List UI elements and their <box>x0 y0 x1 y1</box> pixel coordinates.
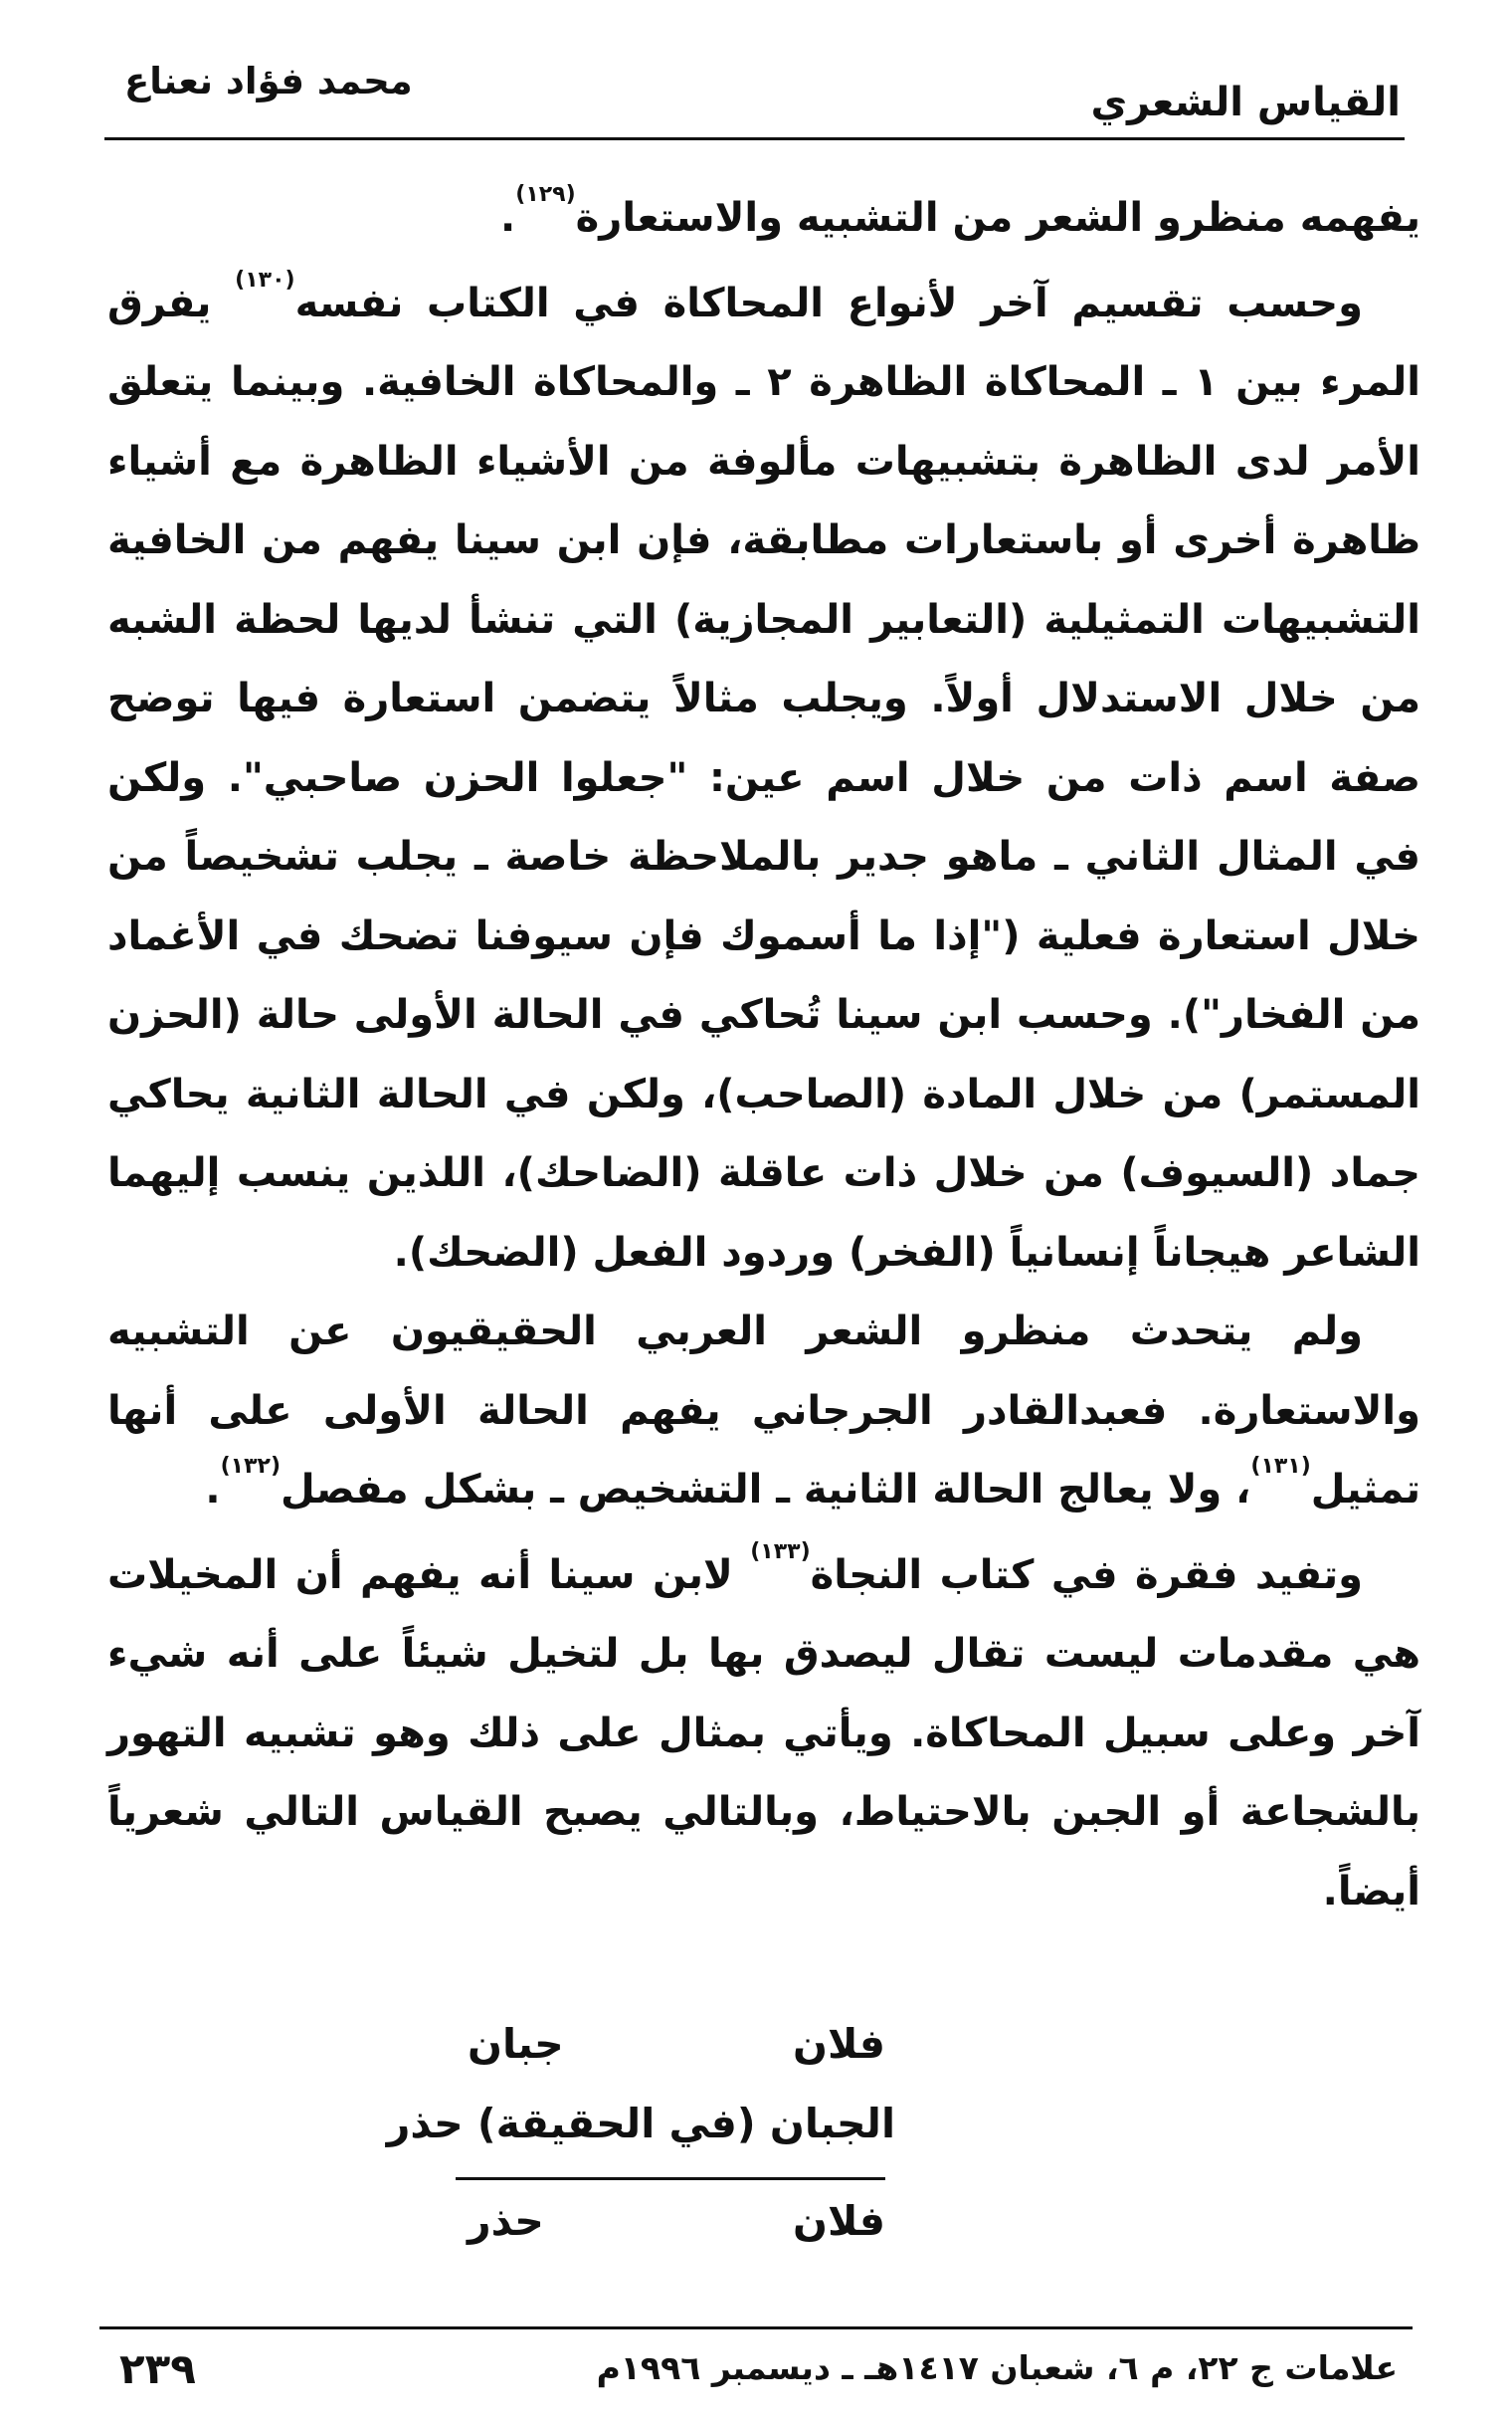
running-head <box>104 58 1405 140</box>
footer-divider <box>99 2326 1413 2329</box>
predicate: حذر <box>468 2197 544 2245</box>
paragraph <box>107 1536 1420 1932</box>
premise-major <box>386 2100 935 2169</box>
subject: فلان <box>793 2197 885 2245</box>
paragraph-text: ولم يتحدث منظرو الشعر العربي الحقيقيون عن التشبيه والاستعارة. فعبدالقادر الجرجاني يفهم الحالة الأولى على أنها تمثيل <box>107 1309 1420 1512</box>
footnote-ref: (١٣١) <box>1250 1454 1311 1479</box>
subject: فلان <box>793 2020 885 2068</box>
book-title: القياس الشعري <box>1090 80 1401 125</box>
predicate: جبان <box>468 2020 564 2068</box>
paragraph <box>107 179 1420 259</box>
author-name: محمد فؤاد نعناع <box>124 60 413 102</box>
syllogism <box>386 2020 935 2259</box>
paragraph-text: يفرق المرء بين ١ ـ المحاكاة الظاهرة ٢ ـ والمحاكاة الخافية. وبينما يتعلق الأمر لدى الظاهرة بتشبيهات مألوفة من الأشياء الظاهرة مع أشياء ظاهرة أخرى أو باستعارات مطابقة، فإن ابن سينا يفهم من الخافية التشبيهات التمثيلية (التعابير المجازية) التي تنشأ لديها لحظة الشبه من خلال الاستدلال أولاً. ويجلب مثالاً يتضمن استعارة فيها توضح صفة اسم ذات من خلال اسم عين: "جعلوا الحزن صاحبي". ولكن في المثال الثاني ـ ماهو جدير بالملاحظة خاصة ـ يجلب تشخيصاً من خلال استعارة فعلية ("إذا ما أسموك فإن سيوفنا تضحك في الأغماد من الفخار"). وحسب ابن سينا تُحاكي في الحالة الأولى حالة (الحزن المستمر) من خلال المادة (الصاحب)، ولكن في الحالة الثانية يحاكي جماد (السيوف) من خلال ذات عاقلة (الضاحك)، اللذين ينسب إليهما الشاعر هيجاناً إنسانياً (الفخر) وردود الفعل (الضحك). <box>107 280 1421 1276</box>
conclusion-divider <box>456 2177 885 2180</box>
paragraph <box>107 1293 1420 1530</box>
footnote-ref: (١٣٣) <box>750 1538 811 1564</box>
footnote-ref: (١٢٩) <box>515 182 576 207</box>
paragraph-text: وحسب تقسيم آخر لأنواع المحاكاة في الكتاب نفسه <box>294 280 1363 326</box>
paragraph-text: وتفيد فقرة في كتاب النجاة <box>810 1551 1363 1598</box>
premise-text: الجبان (في الحقيقة) حذر <box>386 2100 895 2147</box>
paragraph-text: لابن سينا أنه يفهم أن المخيلات هي مقدمات ليست تقال ليصدق بها بل لتخيل شيئاً على أنه شيء آخر وعلى سبيل المحاكاة. ويأتي بمثال على ذلك وهو تشبيه التهور بالشجاعة أو الجبن بالاحتياط، وبالتالي يصبح القياس التالي شعرياً أيضاً. <box>107 1551 1420 1915</box>
paragraph-text: . <box>205 1467 221 1512</box>
body-text <box>107 179 1420 1931</box>
paragraph <box>107 265 1420 1294</box>
paragraph-text: . <box>500 195 516 241</box>
page-number: ٢٣٩ <box>119 2344 196 2393</box>
footnote-ref: (١٣٠) <box>235 267 295 293</box>
footnote-ref: (١٣٢) <box>220 1454 281 1479</box>
journal-citation: علامات ج ٢٢، م ٦، شعبان ١٤١٧هـ ـ ديسمبر ١٩٩٦م <box>596 2348 1398 2387</box>
paragraph-text: يفهمه منظرو الشعر من التشبيه والاستعارة <box>575 195 1420 241</box>
premise-minor <box>468 2020 935 2090</box>
paragraph-text: ، ولا يعالج الحالة الثانية ـ التشخيص ـ بشكل مفصل <box>281 1467 1251 1512</box>
conclusion <box>468 2197 935 2267</box>
